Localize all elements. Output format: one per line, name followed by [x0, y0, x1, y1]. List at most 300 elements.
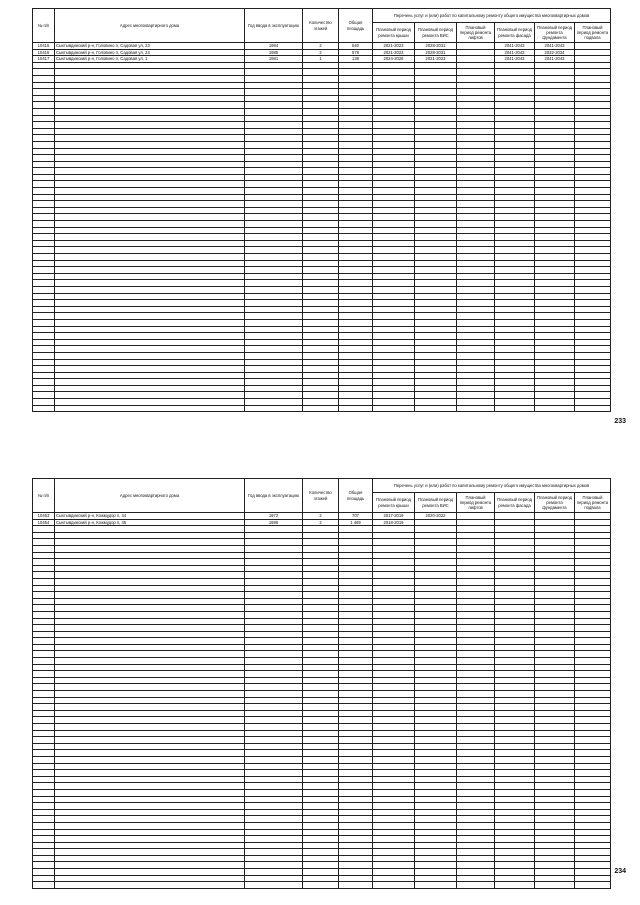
cell-floors	[303, 333, 339, 340]
cell-year	[245, 803, 303, 810]
cell-area	[339, 809, 373, 816]
cell-area	[339, 875, 373, 882]
cell-address	[55, 207, 245, 214]
cell-facade-plan	[495, 122, 535, 129]
cell-area	[339, 214, 373, 221]
cell-vis-plan	[415, 565, 457, 572]
cell-floors	[303, 783, 339, 790]
cell-vis-plan	[415, 254, 457, 261]
table-row	[33, 95, 611, 102]
cell-vis-plan	[415, 75, 457, 82]
cell-floors	[303, 658, 339, 665]
cell-address	[55, 684, 245, 691]
cell-floors	[303, 796, 339, 803]
cell-basement-plan	[575, 161, 611, 168]
cell-address	[55, 796, 245, 803]
cell-foundation-plan	[535, 201, 575, 208]
cell-roof-plan	[373, 816, 415, 823]
cell-floors	[303, 545, 339, 552]
table-body	[33, 513, 611, 889]
cell-facade-plan	[495, 128, 535, 135]
cell-floors	[303, 339, 339, 346]
cell-area	[339, 618, 373, 625]
cell-roof-plan	[373, 677, 415, 684]
cell-year	[245, 128, 303, 135]
cell-lift-plan	[457, 592, 495, 599]
cell-lift-plan	[457, 519, 495, 526]
cell-roof-plan	[373, 605, 415, 612]
cell-facade-plan	[495, 155, 535, 162]
cell-facade-plan	[495, 638, 535, 645]
cell-area	[339, 306, 373, 313]
cell-area	[339, 379, 373, 386]
cell-lift-plan	[457, 313, 495, 320]
cell-num	[33, 102, 55, 109]
cell-lift-plan	[457, 254, 495, 261]
cell-address	[55, 240, 245, 247]
cell-year	[245, 405, 303, 412]
cell-vis-plan	[415, 319, 457, 326]
cell-year	[245, 836, 303, 843]
cell-foundation-plan	[535, 207, 575, 214]
cell-lift-plan	[457, 638, 495, 645]
cell-area	[339, 89, 373, 96]
cell-basement-plan	[575, 855, 611, 862]
cell-facade-plan	[495, 135, 535, 142]
cell-foundation-plan	[535, 405, 575, 412]
cell-basement-plan	[575, 809, 611, 816]
cell-area	[339, 651, 373, 658]
cell-vis-plan: 2021-2023	[415, 56, 457, 63]
cell-lift-plan	[457, 155, 495, 162]
cell-basement-plan	[575, 598, 611, 605]
cell-year	[245, 842, 303, 849]
cell-area	[339, 247, 373, 254]
table-row	[33, 644, 611, 651]
cell-address	[55, 605, 245, 612]
table-row	[33, 578, 611, 585]
cell-facade-plan	[495, 559, 535, 566]
cell-lift-plan	[457, 135, 495, 142]
document-page-233	[32, 8, 610, 412]
cell-vis-plan	[415, 559, 457, 566]
cell-facade-plan	[495, 174, 535, 181]
cell-floors	[303, 366, 339, 373]
cell-year	[245, 638, 303, 645]
cell-foundation-plan	[535, 313, 575, 320]
cell-basement-plan	[575, 829, 611, 836]
cell-year	[245, 141, 303, 148]
cell-basement-plan	[575, 796, 611, 803]
cell-floors	[303, 141, 339, 148]
cell-floors	[303, 174, 339, 181]
cell-basement-plan	[575, 578, 611, 585]
header-area: Общая площадь	[339, 9, 373, 43]
cell-roof-plan	[373, 135, 415, 142]
table-row	[33, 869, 611, 876]
cell-foundation-plan	[535, 585, 575, 592]
cell-address	[55, 625, 245, 632]
cell-num	[33, 756, 55, 763]
cell-basement-plan	[575, 545, 611, 552]
cell-num	[33, 842, 55, 849]
cell-area	[339, 174, 373, 181]
cell-foundation-plan	[535, 710, 575, 717]
cell-facade-plan	[495, 267, 535, 274]
cell-foundation-plan	[535, 89, 575, 96]
cell-facade-plan	[495, 710, 535, 717]
cell-foundation-plan: 2041-2043	[535, 43, 575, 50]
cell-floors	[303, 829, 339, 836]
table-row	[33, 392, 611, 399]
table-row	[33, 319, 611, 326]
table-row	[33, 75, 611, 82]
cell-facade-plan: 2041-2043	[495, 43, 535, 50]
cell-floors	[303, 572, 339, 579]
cell-lift-plan	[457, 776, 495, 783]
cell-address	[55, 677, 245, 684]
cell-num	[33, 658, 55, 665]
cell-foundation-plan	[535, 385, 575, 392]
cell-facade-plan	[495, 869, 535, 876]
cell-num	[33, 836, 55, 843]
cell-num	[33, 339, 55, 346]
cell-area	[339, 326, 373, 333]
cell-year	[245, 286, 303, 293]
cell-floors	[303, 168, 339, 175]
cell-roof-plan	[373, 161, 415, 168]
cell-foundation-plan	[535, 82, 575, 89]
cell-year	[245, 174, 303, 181]
cell-roof-plan	[373, 789, 415, 796]
cell-roof-plan	[373, 565, 415, 572]
cell-num	[33, 796, 55, 803]
cell-address: Сыктывдинский р-н, Головино п, Садовая ул, 1	[55, 56, 245, 63]
cell-vis-plan	[415, 286, 457, 293]
cell-area	[339, 339, 373, 346]
cell-foundation-plan	[535, 638, 575, 645]
cell-facade-plan	[495, 95, 535, 102]
cell-address	[55, 181, 245, 188]
cell-area	[339, 532, 373, 539]
cell-basement-plan	[575, 710, 611, 717]
cell-roof-plan	[373, 532, 415, 539]
cell-roof-plan	[373, 869, 415, 876]
cell-address	[55, 822, 245, 829]
cell-lift-plan	[457, 339, 495, 346]
table-row	[33, 89, 611, 96]
cell-floors	[303, 62, 339, 69]
cell-num	[33, 882, 55, 889]
cell-year	[245, 592, 303, 599]
cell-year	[245, 552, 303, 559]
cell-lift-plan	[457, 89, 495, 96]
cell-facade-plan	[495, 803, 535, 810]
cell-roof-plan	[373, 882, 415, 889]
cell-lift-plan	[457, 227, 495, 234]
cell-vis-plan	[415, 545, 457, 552]
cell-foundation-plan	[535, 611, 575, 618]
table-row	[33, 552, 611, 559]
cell-address	[55, 115, 245, 122]
cell-num	[33, 822, 55, 829]
cell-floors	[303, 677, 339, 684]
cell-roof-plan	[373, 201, 415, 208]
cell-year	[245, 346, 303, 353]
cell-area	[339, 254, 373, 261]
table-body	[33, 43, 611, 412]
cell-address	[55, 108, 245, 115]
cell-vis-plan	[415, 532, 457, 539]
cell-roof-plan	[373, 539, 415, 546]
cell-address	[55, 552, 245, 559]
cell-num	[33, 855, 55, 862]
cell-area	[339, 724, 373, 731]
cell-foundation-plan	[535, 260, 575, 267]
cell-floors	[303, 750, 339, 757]
cell-basement-plan	[575, 392, 611, 399]
cell-basement-plan	[575, 697, 611, 704]
cell-roof-plan	[373, 611, 415, 618]
cell-vis-plan	[415, 273, 457, 280]
cell-year	[245, 783, 303, 790]
cell-year	[245, 95, 303, 102]
cell-year	[245, 750, 303, 757]
cell-roof-plan	[373, 372, 415, 379]
cell-facade-plan	[495, 286, 535, 293]
cell-area	[339, 293, 373, 300]
cell-address	[55, 730, 245, 737]
cell-address	[55, 221, 245, 228]
cell-num: 10417	[33, 56, 55, 63]
cell-basement-plan	[575, 677, 611, 684]
cell-foundation-plan	[535, 691, 575, 698]
cell-facade-plan	[495, 684, 535, 691]
cell-year	[245, 743, 303, 750]
cell-foundation-plan	[535, 359, 575, 366]
cell-year	[245, 366, 303, 373]
cell-num	[33, 300, 55, 307]
cell-basement-plan	[575, 89, 611, 96]
cell-lift-plan	[457, 141, 495, 148]
cell-facade-plan	[495, 697, 535, 704]
cell-roof-plan	[373, 552, 415, 559]
cell-area	[339, 829, 373, 836]
table-row	[33, 155, 611, 162]
table-row	[33, 875, 611, 882]
cell-facade-plan	[495, 842, 535, 849]
table-row	[33, 710, 611, 717]
cell-area	[339, 82, 373, 89]
cell-basement-plan	[575, 293, 611, 300]
table-row	[33, 532, 611, 539]
cell-facade-plan	[495, 756, 535, 763]
cell-roof-plan	[373, 227, 415, 234]
cell-facade-plan	[495, 372, 535, 379]
cell-lift-plan	[457, 618, 495, 625]
cell-num	[33, 631, 55, 638]
table-row	[33, 128, 611, 135]
cell-foundation-plan	[535, 862, 575, 869]
cell-vis-plan	[415, 405, 457, 412]
cell-floors	[303, 148, 339, 155]
cell-lift-plan	[457, 359, 495, 366]
cell-area	[339, 385, 373, 392]
cell-floors	[303, 816, 339, 823]
cell-year	[245, 392, 303, 399]
cell-lift-plan	[457, 572, 495, 579]
cell-vis-plan	[415, 306, 457, 313]
cell-lift-plan	[457, 585, 495, 592]
cell-vis-plan	[415, 763, 457, 770]
cell-floors	[303, 862, 339, 869]
cell-year	[245, 737, 303, 744]
table-row	[33, 750, 611, 757]
cell-num	[33, 691, 55, 698]
cell-address	[55, 770, 245, 777]
cell-year	[245, 671, 303, 678]
cell-foundation-plan	[535, 796, 575, 803]
cell-lift-plan	[457, 286, 495, 293]
header-num: № п/п	[33, 9, 55, 43]
cell-area	[339, 842, 373, 849]
cell-num	[33, 82, 55, 89]
cell-basement-plan	[575, 631, 611, 638]
cell-area	[339, 789, 373, 796]
cell-year	[245, 532, 303, 539]
cell-lift-plan	[457, 842, 495, 849]
table-row	[33, 737, 611, 744]
cell-year	[245, 545, 303, 552]
cell-facade-plan	[495, 605, 535, 612]
cell-num	[33, 598, 55, 605]
cell-num	[33, 108, 55, 115]
cell-area	[339, 405, 373, 412]
cell-lift-plan	[457, 862, 495, 869]
cell-roof-plan: 2017-2019	[373, 513, 415, 520]
cell-area	[339, 75, 373, 82]
cell-floors	[303, 326, 339, 333]
cell-num	[33, 585, 55, 592]
cell-address	[55, 319, 245, 326]
cell-floors	[303, 625, 339, 632]
cell-roof-plan	[373, 783, 415, 790]
cell-vis-plan	[415, 776, 457, 783]
cell-floors	[303, 770, 339, 777]
table-row	[33, 161, 611, 168]
cell-address	[55, 572, 245, 579]
cell-area	[339, 730, 373, 737]
table-row	[33, 352, 611, 359]
cell-address	[55, 526, 245, 533]
table-row	[33, 829, 611, 836]
table-row	[33, 293, 611, 300]
cell-num: 10415	[33, 43, 55, 50]
cell-lift-plan	[457, 809, 495, 816]
cell-floors	[303, 882, 339, 889]
cell-area	[339, 658, 373, 665]
cell-year	[245, 770, 303, 777]
cell-num: 10453	[33, 513, 55, 520]
cell-basement-plan	[575, 849, 611, 856]
cell-facade-plan	[495, 89, 535, 96]
cell-roof-plan	[373, 273, 415, 280]
cell-roof-plan: 2024-2026	[373, 56, 415, 63]
table-row	[33, 267, 611, 274]
cell-facade-plan	[495, 392, 535, 399]
cell-area	[339, 862, 373, 869]
cell-area	[339, 69, 373, 76]
cell-basement-plan	[575, 644, 611, 651]
cell-floors	[303, 247, 339, 254]
cell-lift-plan	[457, 737, 495, 744]
cell-foundation-plan	[535, 141, 575, 148]
cell-num	[33, 293, 55, 300]
table-row	[33, 313, 611, 320]
table-row	[33, 770, 611, 777]
cell-floors	[303, 300, 339, 307]
table-row	[33, 796, 611, 803]
cell-address	[55, 559, 245, 566]
cell-vis-plan	[415, 598, 457, 605]
cell-foundation-plan	[535, 181, 575, 188]
cell-address	[55, 776, 245, 783]
cell-num	[33, 545, 55, 552]
cell-num	[33, 552, 55, 559]
cell-foundation-plan	[535, 836, 575, 843]
cell-facade-plan	[495, 141, 535, 148]
cell-lift-plan	[457, 221, 495, 228]
cell-facade-plan	[495, 862, 535, 869]
cell-floors	[303, 763, 339, 770]
cell-lift-plan	[457, 677, 495, 684]
cell-roof-plan	[373, 300, 415, 307]
cell-area: 578	[339, 49, 373, 56]
cell-basement-plan	[575, 611, 611, 618]
cell-facade-plan	[495, 763, 535, 770]
cell-vis-plan	[415, 875, 457, 882]
cell-address	[55, 869, 245, 876]
cell-basement-plan	[575, 69, 611, 76]
cell-roof-plan	[373, 855, 415, 862]
cell-area	[339, 194, 373, 201]
cell-facade-plan	[495, 585, 535, 592]
cell-basement-plan	[575, 532, 611, 539]
cell-foundation-plan	[535, 102, 575, 109]
cell-facade-plan	[495, 618, 535, 625]
cell-area	[339, 168, 373, 175]
header-roof-plan: Плановый период ремонта крыши	[373, 493, 415, 513]
cell-basement-plan	[575, 267, 611, 274]
cell-facade-plan	[495, 306, 535, 313]
cell-floors	[303, 526, 339, 533]
table-row	[33, 836, 611, 843]
cell-basement-plan	[575, 43, 611, 50]
cell-floors	[303, 842, 339, 849]
cell-num	[33, 803, 55, 810]
cell-address	[55, 545, 245, 552]
cell-facade-plan	[495, 743, 535, 750]
cell-floors	[303, 115, 339, 122]
cell-lift-plan	[457, 565, 495, 572]
cell-facade-plan	[495, 625, 535, 632]
cell-floors	[303, 737, 339, 744]
cell-area	[339, 95, 373, 102]
cell-floors: 2	[303, 513, 339, 520]
cell-floors	[303, 313, 339, 320]
cell-foundation-plan	[535, 625, 575, 632]
cell-lift-plan	[457, 214, 495, 221]
